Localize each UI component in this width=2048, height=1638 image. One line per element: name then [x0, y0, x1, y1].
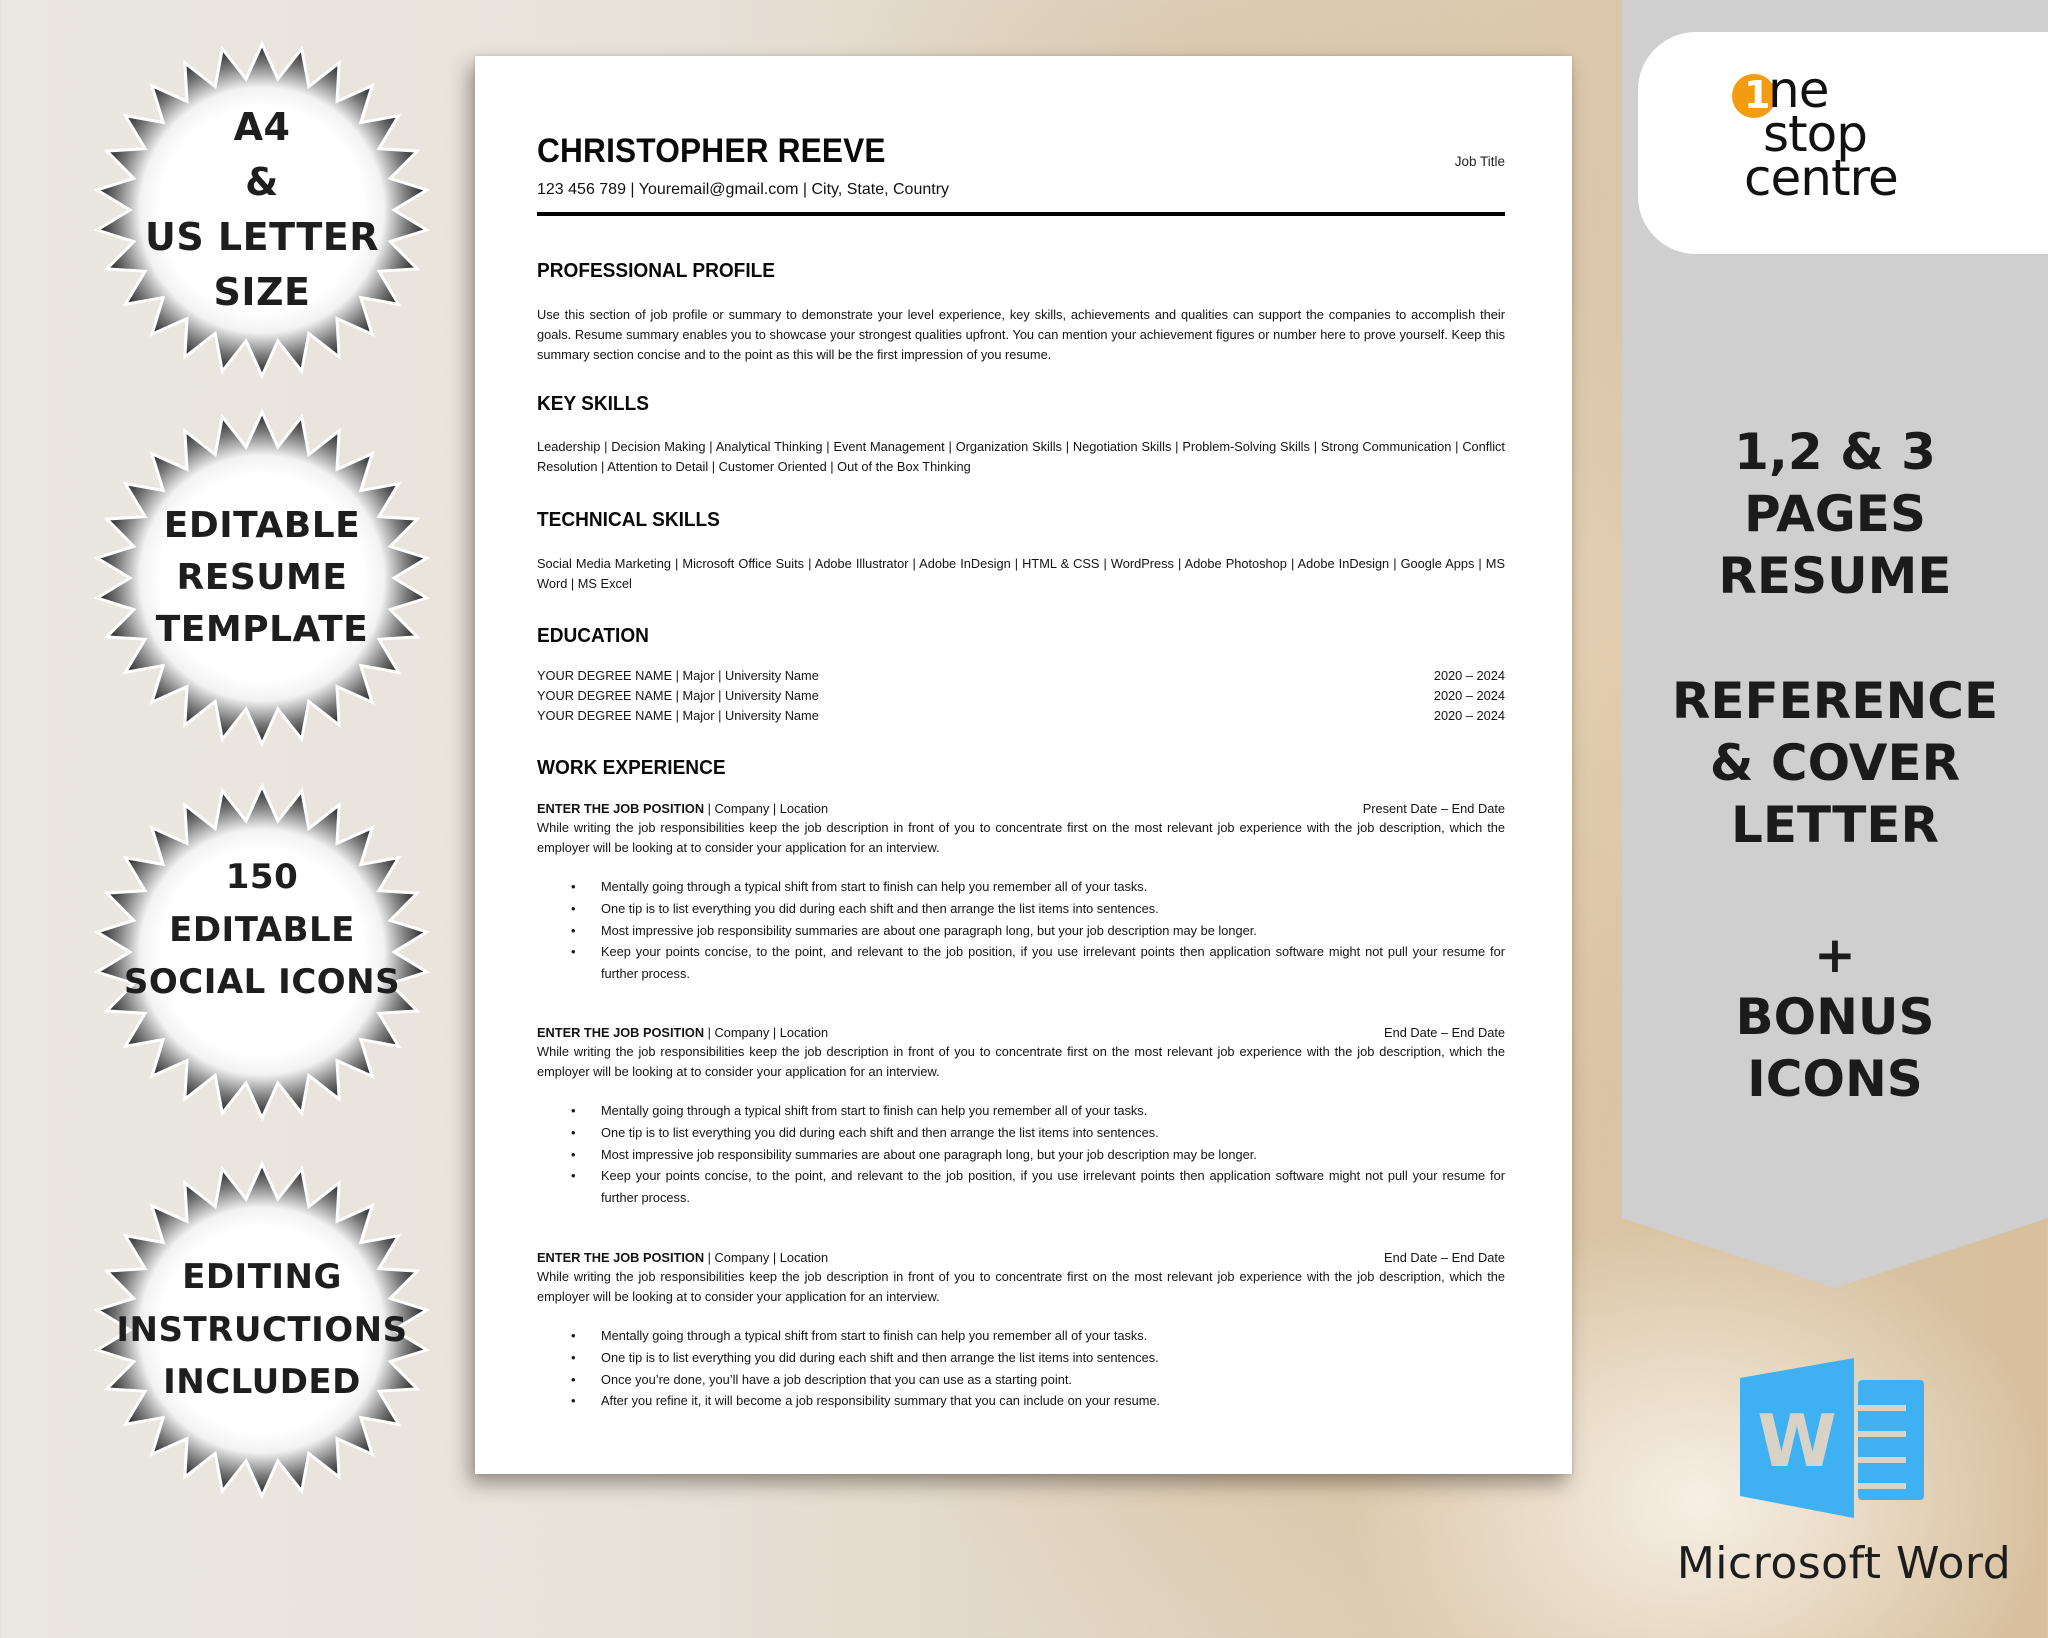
badge-line: INCLUDED: [163, 1362, 361, 1403]
microsoft-word-label: Microsoft Word: [1676, 1538, 2012, 1589]
logo-line: centre: [1744, 149, 1898, 207]
logo-line: stop: [1763, 105, 1867, 163]
list-item: • One tip is to list everything you did during each shift and then arrange the list items into sentences.: [571, 1124, 1159, 1140]
job-header: [537, 1023, 1505, 1043]
promo-reference-cover: [1622, 670, 2048, 856]
plus-icon: +: [1814, 926, 1856, 984]
job-bullets: [537, 876, 1505, 984]
badge-paper-size: [92, 40, 432, 380]
education-degree: YOUR DEGREE NAME | Major | University Name: [537, 708, 819, 723]
section-title-technical-skills: TECHNICAL SKILLS: [537, 508, 720, 531]
job-header: [537, 799, 1505, 819]
badge-line: 150: [225, 856, 299, 897]
section-title-education: EDUCATION: [537, 624, 649, 647]
job-dates: End Date – End Date: [1384, 1025, 1505, 1040]
education-row: [537, 706, 1505, 726]
resume-name: CHRISTOPHER REEVE: [537, 132, 886, 170]
list-item: • Most impressive job responsibility summaries are about one paragraph long, but your job description may be longer.: [571, 922, 1257, 938]
promo-line: PAGES: [1744, 485, 1926, 543]
resume-page: [475, 56, 1572, 1474]
promo-line: & COVER: [1709, 734, 1961, 792]
job-company-location: | Company | Location: [704, 801, 829, 816]
microsoft-word-icon: [1740, 1358, 1930, 1518]
profile-text: Use this section of job profile or summary to demonstrate your level experience, key skills, achievements and qualities can support the companies to accomplish their goals. Resume summary enables you to showcase your strongest qualities upfront. You can mention your achievement figures or number here to prove yourself. Keep this summary section concise and to the point as this will be the first impression of you resume.: [537, 307, 1505, 362]
list-item: • Keep your points concise, to the point, and relevant to the job position, if you use irrelevant points then application software might not pull your resume for further process.: [571, 944, 1505, 981]
badge-line: US LETTER: [144, 215, 380, 259]
promo-line: LETTER: [1730, 796, 1940, 854]
list-item: • Mentally going through a typical shift from start to finish can help you remember all of your tasks.: [571, 1103, 1148, 1118]
promo-line: RESUME: [1718, 547, 1952, 605]
header-divider: [537, 212, 1505, 216]
job-company-location: | Company | Location: [704, 1250, 829, 1265]
list-item: • Mentally going through a typical shift from start to finish can help you remember all of your tasks.: [571, 879, 1148, 894]
badge-line: SOCIAL ICONS: [123, 962, 401, 1003]
job-description: While writing the job responsibilities keep the job description in front of you to concentrate first on the most relevant job experience with the job description, which the employer will be looking at to consider your application for an interview.: [537, 1044, 1505, 1079]
job-position: ENTER THE JOB POSITION: [537, 1250, 705, 1265]
job-dates: End Date – End Date: [1384, 1250, 1505, 1265]
badge-line: RESUME: [176, 556, 348, 598]
job-bullets: [537, 1100, 1505, 1208]
education-degree: YOUR DEGREE NAME | Major | University Name: [537, 668, 819, 683]
list-item: • Keep your points concise, to the point, and relevant to the job position, if you use irrelevant points then application software might not pull your resume for further process.: [571, 1168, 1505, 1205]
promo-pages-resume: [1622, 421, 2048, 607]
promo-bonus-icons: [1622, 924, 2048, 1110]
job-description: While writing the job responsibilities keep the job description in front of you to concentrate first on the most relevant job experience with the job description, which the employer will be looking at to consider your application for an interview.: [537, 1269, 1505, 1304]
list-item: • One tip is to list everything you did during each shift and then arrange the list items into sentences.: [571, 1349, 1159, 1365]
education-row: [537, 666, 1505, 686]
section-title-work-experience: WORK EXPERIENCE: [537, 756, 726, 779]
badge-line: TEMPLATE: [155, 609, 369, 651]
resume-contact: 123 456 789 | Youremail@gmail.com | City, State, Country: [537, 181, 950, 198]
education-degree: YOUR DEGREE NAME | Major | University Name: [537, 688, 819, 703]
badge-line: A4: [233, 104, 291, 149]
list-item: • Once you’re done, you’ll have a job description that you can use as a starting point.: [571, 1371, 1072, 1387]
promo-line: ICONS: [1747, 1050, 1923, 1108]
education-dates: 2020 – 2024: [1433, 668, 1505, 683]
list-item: • After you refine it, it will become a job responsibility summary that you can include on your resume.: [571, 1393, 1161, 1409]
job-description: While writing the job responsibilities keep the job description in front of you to concentrate first on the most relevant job experience with the job description, which the employer will be looking at to consider your application for an interview.: [537, 820, 1505, 855]
badge-line: EDITING: [182, 1256, 342, 1297]
promo-line: BONUS: [1735, 988, 1935, 1046]
badge-line: SIZE: [213, 270, 311, 315]
job-bullets: [537, 1325, 1505, 1412]
list-item: • One tip is to list everything you did during each shift and then arrange the list items into sentences.: [571, 900, 1159, 916]
job-company-location: | Company | Location: [704, 1025, 829, 1040]
one-stop-centre-logo: [1730, 61, 1930, 226]
technical-skills-text: Social Media Marketing | Microsoft Office Suits | Adobe Illustrator | Adobe InDesign | HTML & CSS | WordPress | Adobe Photoshop | Adobe InDesign | Google Apps | MS Word | MS Excel: [537, 556, 1505, 591]
education-dates: 2020 – 2024: [1433, 688, 1505, 703]
education-dates: 2020 – 2024: [1433, 708, 1505, 723]
badge-line: EDITABLE: [169, 909, 355, 950]
badge-social-icons: [92, 782, 432, 1122]
list-item: • Mentally going through a typical shift from start to finish can help you remember all of your tasks.: [571, 1328, 1148, 1343]
badge-editable-resume: [92, 408, 432, 748]
promo-line: REFERENCE: [1671, 672, 1999, 730]
svg-text:W: W: [1757, 1399, 1837, 1483]
job-position: ENTER THE JOB POSITION: [537, 801, 705, 816]
list-item: • Most impressive job responsibility summaries are about one paragraph long, but your job description may be longer.: [571, 1146, 1257, 1162]
badge-instructions: [92, 1160, 432, 1500]
education-row: [537, 686, 1505, 706]
resume-job-title: Job Title: [1454, 154, 1505, 169]
key-skills-text: Leadership | Decision Making | Analytical Thinking | Event Management | Organization Skills | Negotiation Skills | Problem-Solving Skills | Strong Communication | Conflict Resolution | Attention to Detail | Customer Oriented | Out of the Box Thinking: [537, 439, 1505, 474]
job-dates: Present Date – End Date: [1362, 801, 1505, 816]
logo-digit: 1: [1744, 73, 1771, 117]
badge-line: EDITABLE: [163, 504, 361, 546]
job-position: ENTER THE JOB POSITION: [537, 1025, 705, 1040]
promo-line: 1,2 & 3: [1734, 423, 1936, 481]
job-header: [537, 1248, 1505, 1268]
logo-line: ne: [1768, 61, 1829, 119]
badge-line: INSTRUCTIONS: [116, 1309, 408, 1350]
section-title-key-skills: KEY SKILLS: [537, 392, 649, 415]
section-title-profile: PROFESSIONAL PROFILE: [537, 259, 775, 282]
badge-line: &: [245, 159, 279, 204]
